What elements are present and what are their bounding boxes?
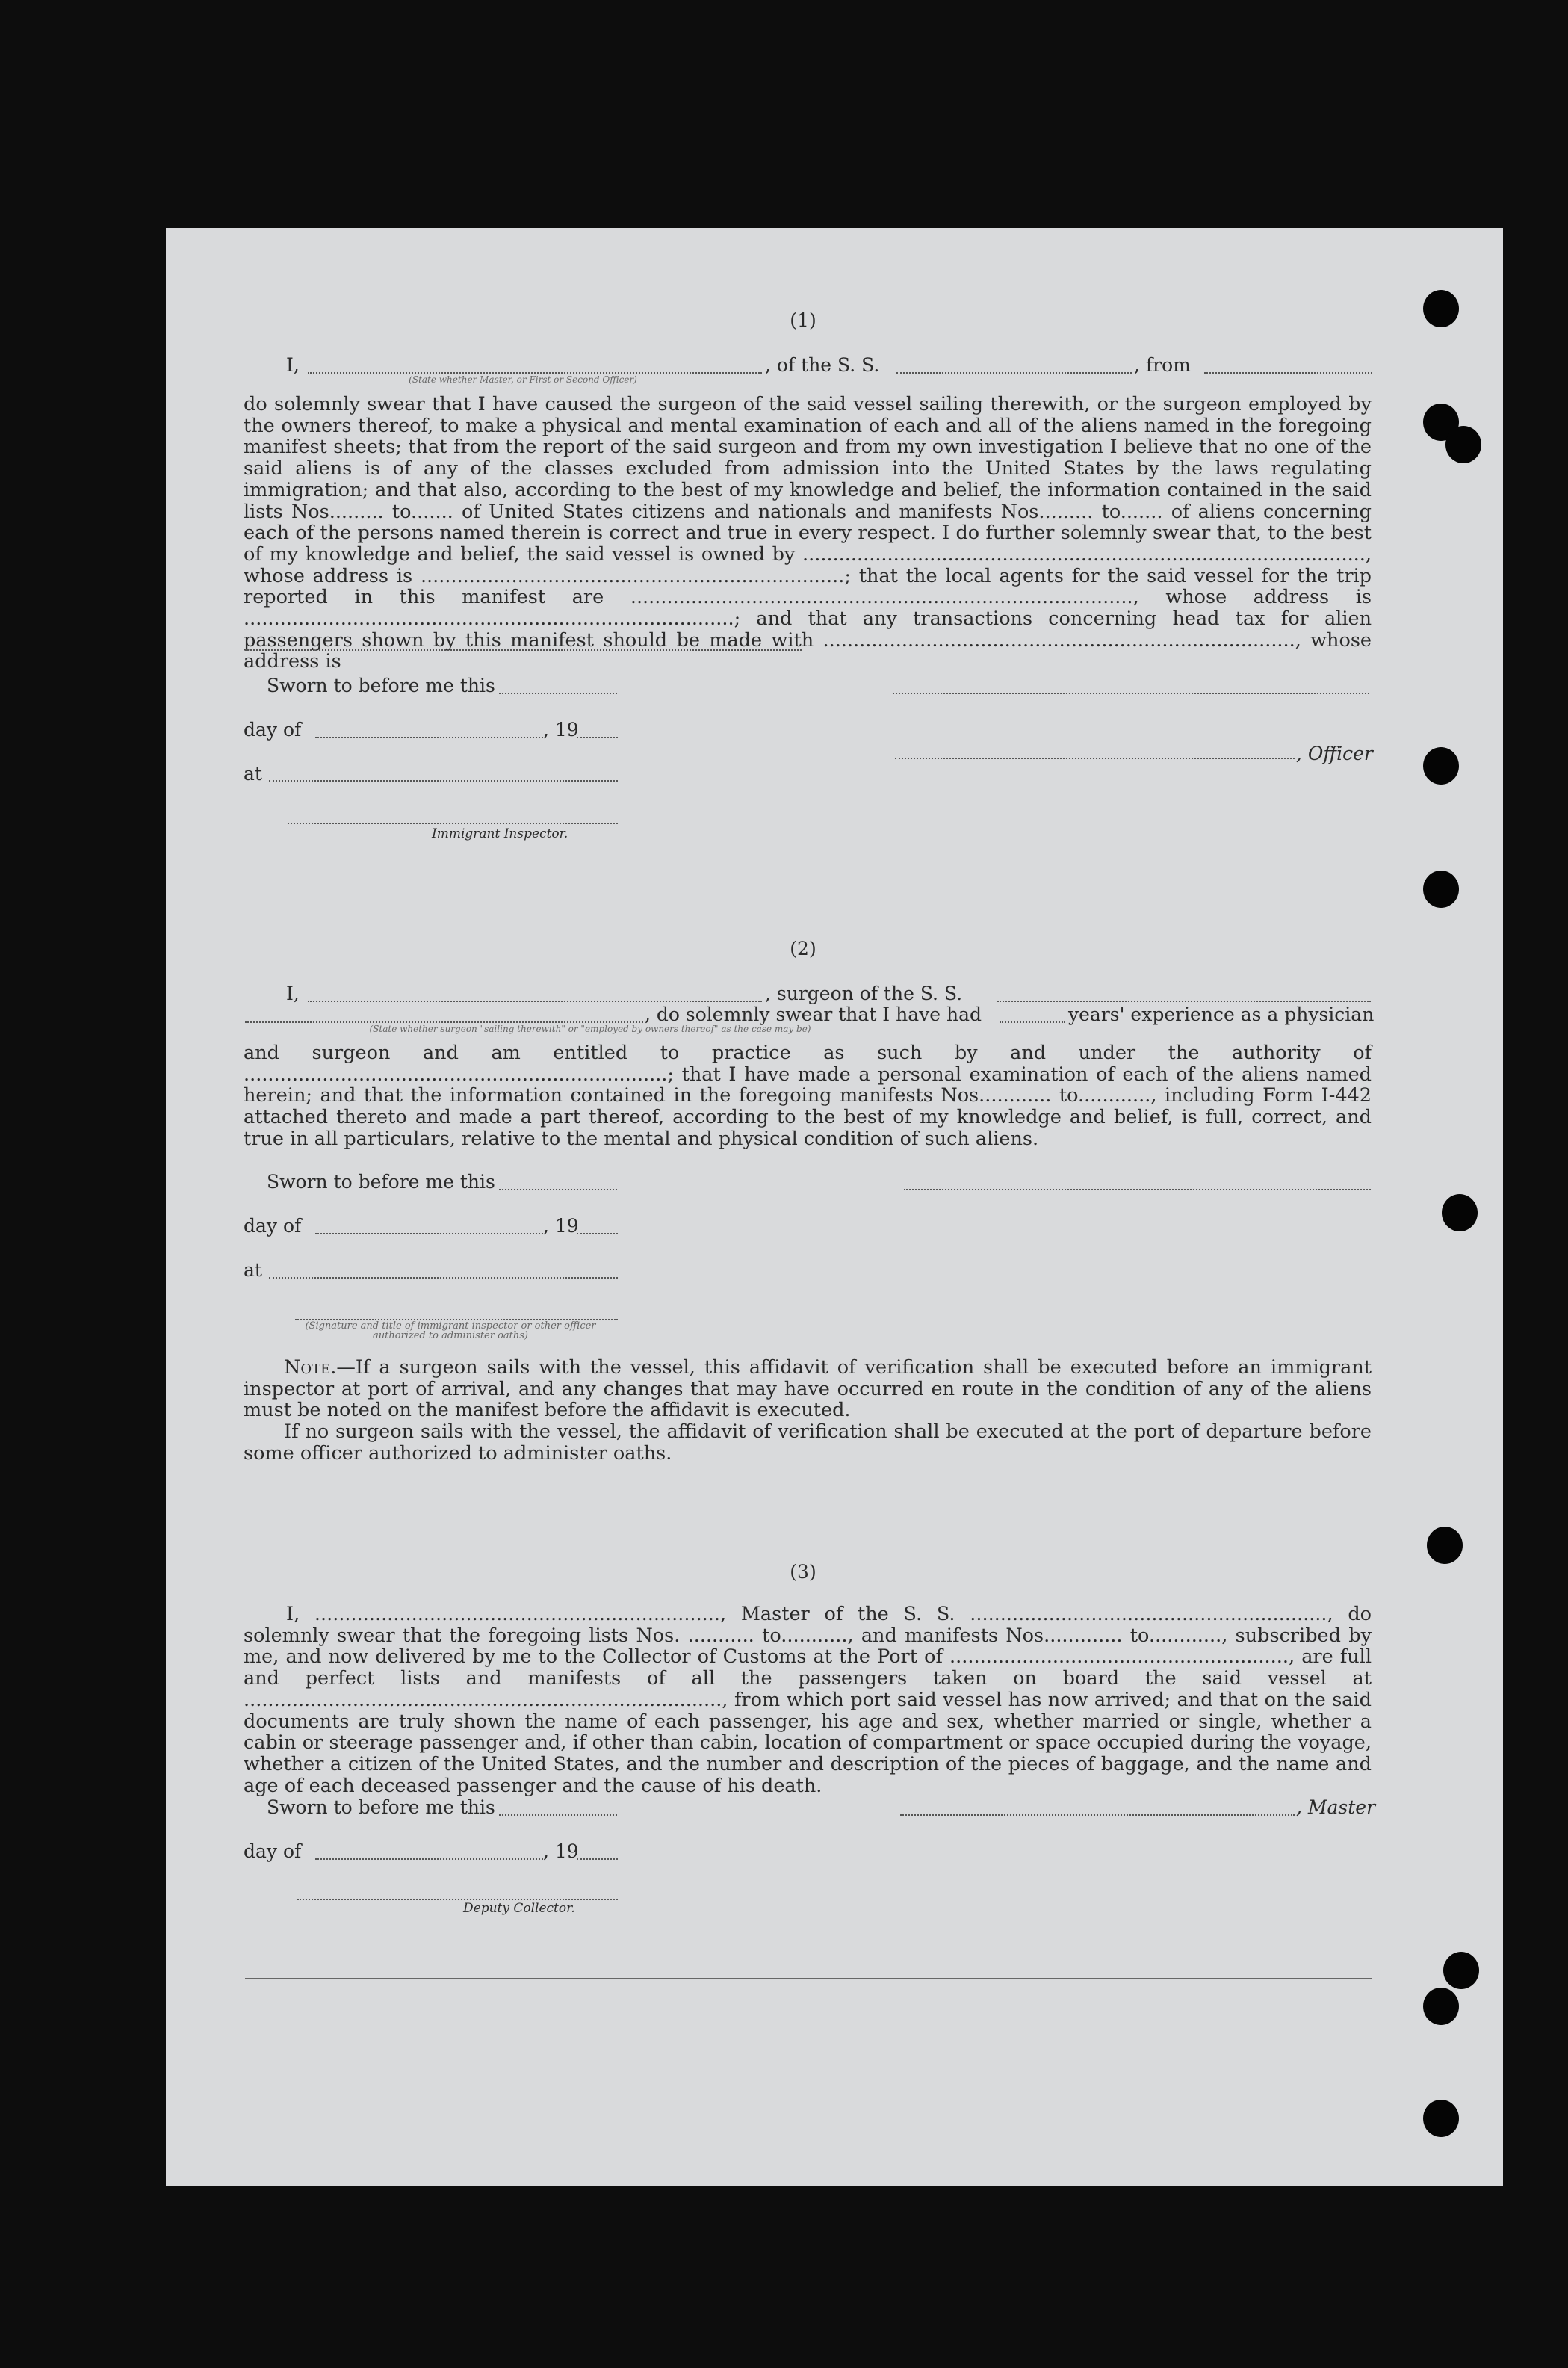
address-continuation-field[interactable]	[245, 649, 802, 651]
surgeon-type-field[interactable]	[245, 1021, 643, 1023]
punch-hole	[1445, 426, 1481, 463]
years-field[interactable]	[1000, 1021, 1065, 1023]
inspector-signature-field[interactable]	[288, 822, 618, 824]
sworn-label: Sworn to before me this	[267, 1796, 495, 1818]
punch-hole	[1423, 290, 1459, 327]
note2-text: If no surgeon sails with the vessel, the affidavit of verification shall be executed at the port of departure before some officer authorized to administer oaths.	[244, 1421, 1372, 1465]
punch-hole	[1442, 1194, 1478, 1231]
at-label: at	[244, 1259, 262, 1281]
note-label: Note.	[284, 1356, 337, 1379]
swear-label: , do solemnly swear that I have had	[645, 1004, 982, 1025]
punch-hole	[1423, 1988, 1459, 2025]
officer-signature-field[interactable]	[895, 757, 1295, 759]
signature-caption: (Signature and title of immigrant inspector or other officer authorized to administer oaths)	[305, 1320, 596, 1341]
punch-hole	[1423, 2100, 1459, 2137]
month-field[interactable]	[315, 1858, 543, 1860]
bottom-divider	[245, 1978, 1372, 1979]
section3-body: I, ..................................................................., Master of the S. S. ..........................................................., do solemnly swear that the foregoing lists Nos. ........... to..........., and manifests Nos............. to............, subscribed by me, and now delivered by me to the Collector of Customs at the Port of ........................................................, are full and perfect lists and manifests of all the passengers taken on board the said vessel at ..............................................................................., from which port said vessel has now arrived; and that on the said documents are truly shown the name of each passenger, his age and sex, whether married or single, whether a cabin or steerage passenger and, if other than cabin, location of compartment or space occupied during the voyage, whether a citizen of the United States, and the number and description of the pieces of baggage, and the name and age of each deceased passenger and the cause of his death.	[244, 1603, 1372, 1797]
vessel-name-field[interactable]	[896, 371, 1132, 374]
section1-i-label: I,	[286, 354, 300, 376]
day-of-label: day of	[244, 1840, 302, 1862]
sworn-day-field[interactable]	[499, 1188, 617, 1190]
master-signature-field[interactable]	[900, 1814, 1295, 1816]
year-label: , 19	[543, 1840, 579, 1862]
year-label: , 19	[543, 1215, 579, 1237]
year-field[interactable]	[577, 736, 618, 738]
section1-heading: (1)	[790, 309, 816, 331]
from-label: , from	[1134, 354, 1191, 376]
day-of-label: day of	[244, 719, 302, 741]
note-paragraph-2	[244, 1421, 1372, 1464]
section3-heading: (3)	[790, 1561, 816, 1583]
inspector-caption: Immigrant Inspector.	[432, 826, 568, 841]
of-the-ss-label: , of the S. S.	[765, 354, 880, 376]
surgeon-of-label: , surgeon of the S. S.	[765, 983, 963, 1004]
day-of-label: day of	[244, 1215, 302, 1237]
note-paragraph	[244, 1357, 1372, 1421]
punch-hole	[1423, 871, 1459, 908]
surgeon-caption: (State whether surgeon "sailing therewith" or "employed by owners thereof" as the case may be)	[369, 1024, 811, 1034]
collector-signature-field[interactable]	[297, 1898, 618, 1900]
month-field[interactable]	[315, 1232, 543, 1234]
section2-heading: (2)	[790, 938, 816, 959]
master-name-field[interactable]	[308, 371, 762, 374]
at-place-field[interactable]	[269, 1276, 618, 1279]
punch-hole	[1427, 1527, 1463, 1564]
surgeon-name-field[interactable]	[308, 1000, 762, 1002]
section1-body: do solemnly swear that I have caused the surgeon of the said vessel sailing therewith, or the surgeon employed by the owners thereof, to make a physical and mental examination of each and all of the aliens named in the foregoing manifest sheets; that from the report of the said surgeon and from my own investigation I believe that no one of the said aliens is of any of the classes excluded from admission into the United States by the laws regulating immigration; and that also, according to the best of my knowledge and belief, the information contained in the said lists Nos......... to....... of United States citizens and nationals and manifests Nos......... to....... of aliens concerning each of the persons named therein is correct and true in every respect. I do further solemnly swear that, to the best of my knowledge and belief, the said vessel is owned by ............................................................................................., whose address is ......................................................................; that the local agents for the said vessel for the trip reported in this manifest are ..................................................................................., whose address is .................................................................................; and that any transactions concerning head tax for alien passengers shown by this manifest should be made with .............................................................................., whose address is	[244, 393, 1372, 673]
year-field[interactable]	[577, 1858, 618, 1860]
sworn-day-field[interactable]	[499, 692, 617, 694]
punch-hole	[1423, 747, 1459, 785]
signature-field[interactable]	[893, 692, 1369, 694]
from-port-field[interactable]	[1204, 371, 1372, 374]
at-label: at	[244, 763, 262, 785]
year-label: , 19	[543, 719, 579, 741]
master-caption: (State whether Master, or First or Second Officer)	[409, 374, 637, 385]
section2-body: and surgeon and am entitled to practice as such by and under the authority of ......................................................................; that I have made a personal examination of each of the aliens named herein; and that the information contained in the foregoing manifests Nos............ to............, including Form I-442 attached thereto and made a part thereof, according to the best of my knowledge and belief, is full, correct, and true in all particulars, relative to the mental and physical condition of such aliens.	[244, 1042, 1372, 1150]
sworn-label: Sworn to before me this	[267, 1171, 495, 1193]
officer-label: , Officer	[1296, 743, 1373, 764]
collector-caption: Deputy Collector.	[463, 1901, 575, 1916]
master-label: , Master	[1296, 1796, 1376, 1818]
surgeon-vessel-field[interactable]	[997, 1000, 1371, 1002]
surgeon-signature-field[interactable]	[904, 1188, 1371, 1190]
at-place-field[interactable]	[269, 779, 618, 782]
note-text: —If a surgeon sails with the vessel, this affidavit of verification shall be executed before an immigrant inspector at port of arrival, and any changes that may have occurred en route in the condition of any of the aliens must be noted on the manifest before the affidavit is executed.	[244, 1356, 1372, 1422]
month-field[interactable]	[315, 736, 543, 738]
section2-i-label: I,	[286, 983, 300, 1004]
punch-hole	[1443, 1952, 1479, 1989]
year-field[interactable]	[577, 1232, 618, 1234]
years-experience-label: years' experience as a physician	[1068, 1004, 1375, 1025]
sworn-label: Sworn to before me this	[267, 675, 495, 696]
sworn-day-field[interactable]	[499, 1814, 617, 1816]
